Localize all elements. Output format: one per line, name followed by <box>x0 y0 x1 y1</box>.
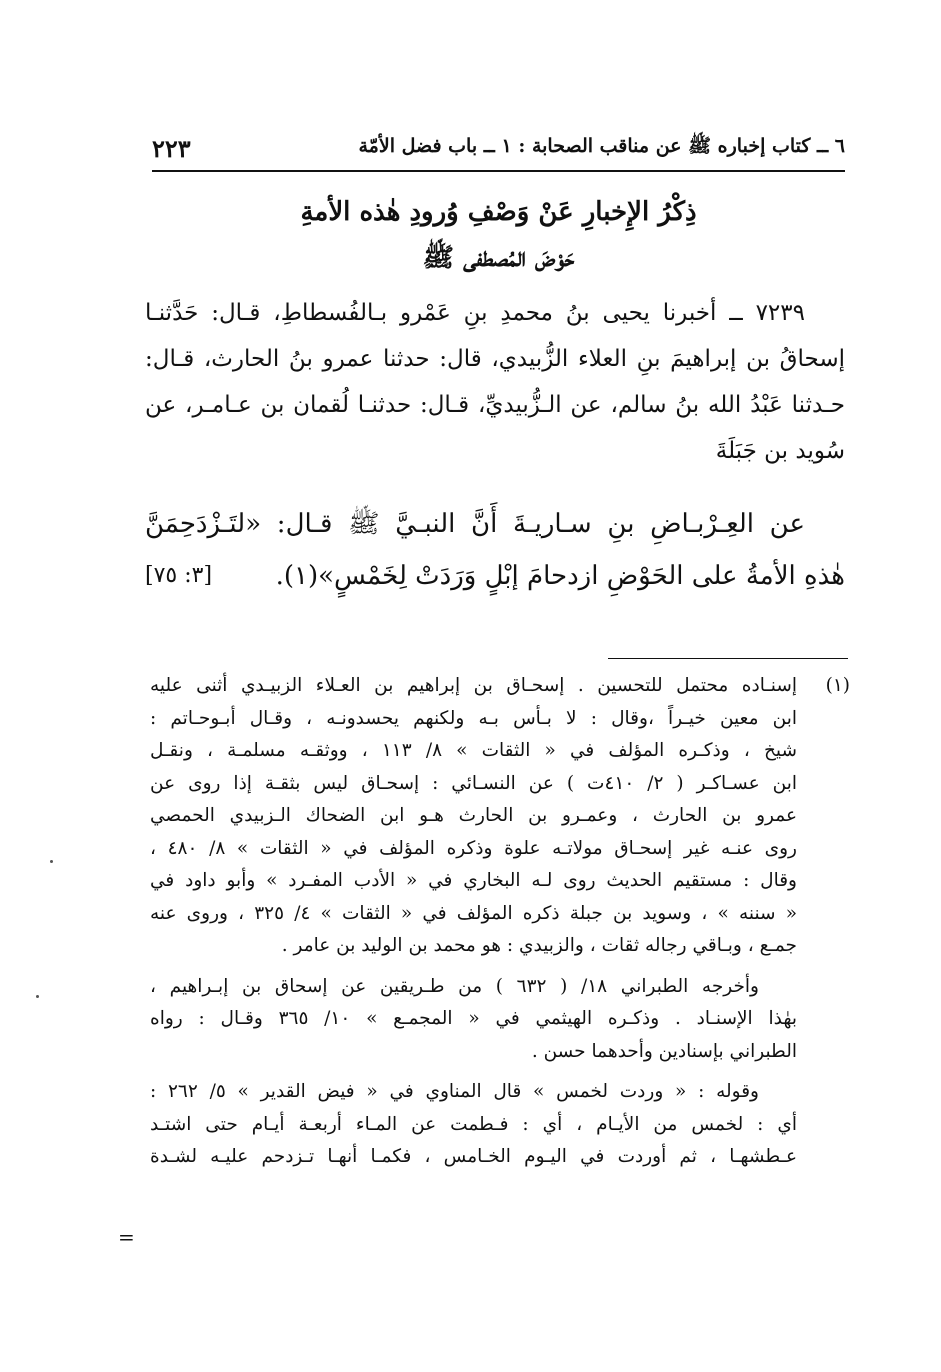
footnote-line: الطبراني بإسنادين وأحدهما حسن . <box>531 1040 797 1062</box>
chapter-title-line-2: حَوْضَ المُصطفى ﷺ <box>422 243 575 273</box>
footnote-separator <box>608 658 848 659</box>
footnote-line: شيخ ، وذكـره المؤلف في « الثقات » ٨/ ١١٣ ، ووثقـه مسلمـة ، ونقـل <box>150 740 797 761</box>
footnote-line: ابن معين خيـراً ،وقال : لا بـأس بـه ولكنهم يحسدونـه ، وقـال أبـوحـاتم : <box>150 707 797 729</box>
footnote-line: أي : لخمس من الأيـام ، أي : فـطمت عن المـاء أربعـة أيـام حتى اشتـد <box>150 1113 797 1135</box>
footnote-number: (١) <box>825 675 850 696</box>
isnad-line: ٧٢٣٩ ــ أخبرنا يحيى بنُ محمدِ بنِ عَمْرو بـالفُسطاطِ، قـال: حَدَّثنـا <box>145 300 805 326</box>
scan-speck <box>50 860 53 863</box>
running-title: ٦ ــ كتاب إخباره ﷺ عن مناقب الصحابة : ١ ــ باب فضل الأمّة <box>358 135 845 157</box>
footnote-line: عمرو بن الحارث ، وعمـرو بن الحارث هـو ابن الضحاك الـزبيدي الحمصي <box>150 805 797 826</box>
hadith-matn <box>145 498 845 602</box>
matn-line: عن العِـرْبـاضِ بنِ سـاريـةَ أَنَّ النبـيَّ ﷺ قـال: «لتَـزْدَحِمَنَّ <box>145 509 805 539</box>
header-rule <box>152 170 845 172</box>
footnote-line: عـطشهـا ، ثم أوردت في اليـوم الخـامس ، فكمـا أنهـا تـزدحم عليـه لشـدة <box>150 1146 797 1167</box>
footnote-line: ابن عسـاكـر ( ٢/ ٤١٠ت ) عن النسـائي : إسحـاق ليس بثقـة إذا روى عن <box>150 772 797 794</box>
footnote-line: وقال : مستقيم الحديث روى لـه البخاري في « الأدب المفـرد » وأبو داود في <box>150 870 797 891</box>
footnote-line: روى عنـه غير إسحـاق مولاتـه علوة وذكره المؤلف في « الثقات » ٨/ ٤٨٠ ، <box>150 837 797 859</box>
continuation-mark: = <box>118 1225 135 1249</box>
page-number: ٢٢٣ <box>152 133 191 163</box>
matn-line-text: هٰذهِ الأمةُ على الحَوْضِ ازدحامَ إبْلٍ وَرَدَتْ لِخَمْسٍ»(١). <box>275 561 845 591</box>
page-header <box>152 128 845 168</box>
chapter-title-line-1: ذِكْرُ الإِخبارِ عَنْ وَصْفِ وُرودِ هٰذه الأمةِ <box>300 197 697 227</box>
hadith-reference: [٣: ٧٥] <box>145 563 213 588</box>
footnote-body <box>150 670 797 1174</box>
footnote-line: بهٰذا الإسنـاد . وذكـره الهيثمي في « المجمـع » ١٠/ ٣٦٥ وقـال : رواه <box>150 1008 798 1029</box>
footnote-line: إسنـاده محتمل للتحسين . إسحـاق بن إبراهيم بن العـلاء الزبيـدي أثنى عليه <box>150 675 797 696</box>
isnad-line: سُويد بن جَبَلَةَ <box>715 438 845 464</box>
footnote-line: وأخرجه الطبراني ١٨/ ( ٦٣٢ ) من طـريقين عن إسحاق بن إبـراهيم ، <box>150 975 759 997</box>
footnote <box>150 670 850 1174</box>
isnad-line: حـدثنا عَبْدُ الله بنُ سالم، عن الـزُّبيديِّ، قـال: حدثنـا لُقمان بن عـامـر، عن <box>145 392 845 418</box>
scan-speck <box>36 995 39 998</box>
footnote-line: جمـع ، وبـاقي رجاله ثقات ، والزبيدي : هو محمد بن الوليد بن عامر . <box>281 935 797 956</box>
hadith-isnad <box>145 290 845 474</box>
footnote-line: وقوله : « وردت لخمس » قال المناوي في « فيض القدير » ٥/ ٢٦٢ : <box>150 1081 759 1102</box>
matn-line <box>145 550 845 602</box>
footnote-line: « سننه » ، وسويد بن جبلة ذكره المؤلف في « الثقات » ٤/ ٣٢٥ ، وروى عنه <box>150 902 798 924</box>
isnad-line: إسحاقُ بن إبراهيمَ بنِ العلاء الزُّبيدي، قال: حدثنا عمرو بنُ الحارث، قـال: <box>145 346 845 372</box>
